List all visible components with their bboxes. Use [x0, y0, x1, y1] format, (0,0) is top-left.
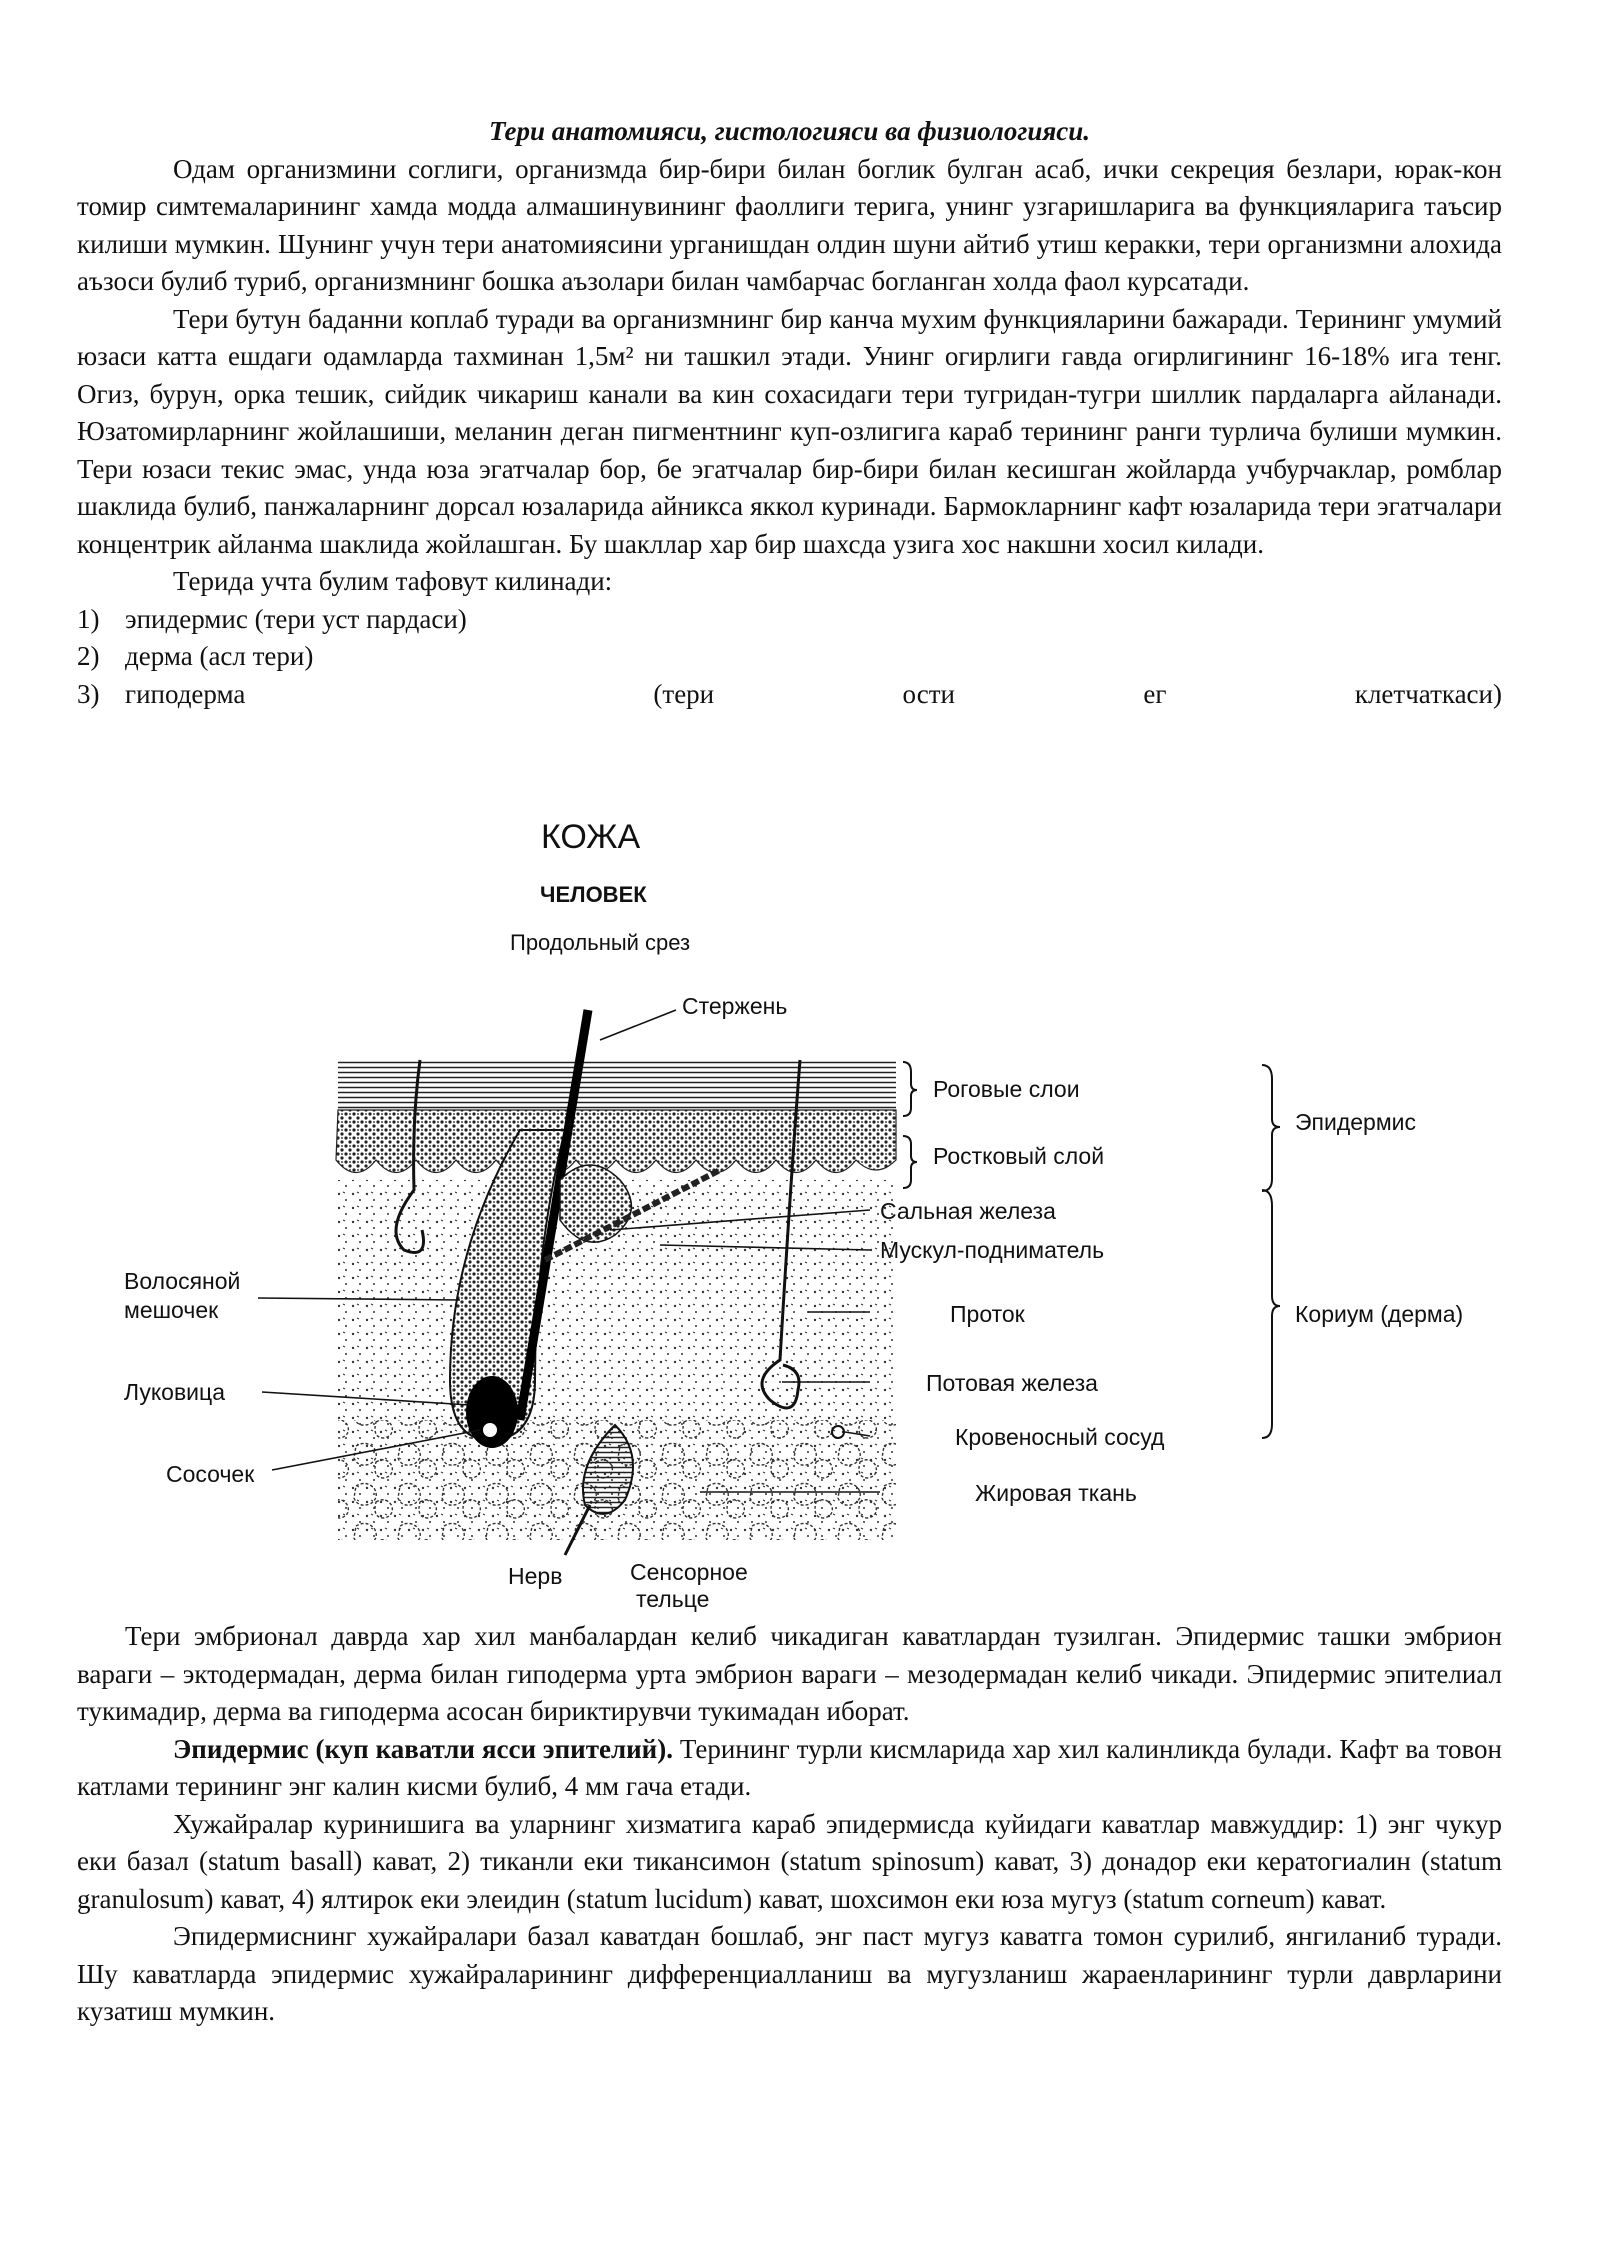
paragraph-bold-lead: Эпидермис (куп каватли ясси эпителий). Терининг турли кисмларида хар хил калинликда булади. Кафт ва товон катлами терининг энг калин кисми булиб, 4 мм гача етади.	[77, 1733, 1502, 1801]
paragraph: Эпидермиснинг хужайралари базал каватдан бошлаб, энг паст мугуз каватга томон сурилиб, янгиланиб туради. Шу каватларда эпидермис хужайраларининг дифференциалланиш ва мугузланиш жараенларининг турли даврларини кузатиш мумкин.	[77, 1921, 1502, 2026]
label-growth: Ростковый слой	[933, 1143, 1105, 1169]
list-item: 2) дерма (асл тери)	[77, 641, 314, 671]
label-follicle-1: Волосяной	[124, 1268, 241, 1294]
label-vessel: Кровеносный сосуд	[955, 1424, 1165, 1450]
document-title: Тери анатомияси, гистологияси ва физиологияси.	[488, 116, 1091, 146]
bold-lead: Эпидермис (куп каватли ясси эпителий).	[173, 1733, 673, 1764]
figure-subtitle: ЧЕЛОВЕК	[540, 882, 647, 907]
label-papilla: Сосочек	[166, 1461, 255, 1487]
label-sweat: Потовая железа	[926, 1370, 1098, 1396]
list-item: 1) эпидермис (тери уст пардаси)	[77, 603, 467, 634]
growth-layer	[336, 1110, 896, 1173]
label-sebaceous: Сальная железа	[880, 1198, 1056, 1224]
label-muscle: Мускул-подниматель	[880, 1237, 1105, 1263]
horny-layer	[338, 1060, 896, 1110]
list-item: 3) гиподерма (тери ости ег клетчаткаси)	[77, 678, 1502, 709]
bottom-text-block	[77, 1618, 1502, 2031]
label-sensory-2: тельце	[636, 1586, 710, 1612]
label-fat: Жировая ткань	[975, 1480, 1137, 1506]
figure-title: КОЖА	[541, 818, 641, 856]
label-sensory-1: Сенсорное	[630, 1559, 748, 1585]
paragraph: Одам организмини соглиги, организмда бир-бири билан боглик булган асаб, ички секреция безлари, юрак-кон томир симтемаларининг хамда модда алмашинувининг фаоллиги терига, унинг узгаришларига ва функцияларига таъсир килиши мумкин. Шунинг учун тери анатомиясини урганишдан олдин шуни айтиб утиш керакки, тери организмни алохида аъзоси булиб туриб, организмнинг бошка аъзолари билан чамбарчас богланган холда фаол курсатади.	[77, 153, 1502, 296]
label-follicle-2: мешочек	[124, 1297, 219, 1323]
paragraph: Терида учта булим тафовут килинади:	[173, 566, 613, 596]
papilla	[482, 1422, 498, 1438]
label-corium: Кориум (дерма)	[1295, 1301, 1464, 1327]
label-duct: Проток	[950, 1301, 1025, 1327]
label-epidermis: Эпидермис	[1295, 1109, 1416, 1135]
label-nerve: Нерв	[508, 1563, 563, 1589]
label-horny: Роговые слои	[933, 1076, 1080, 1102]
paragraph: Тери бутун баданни коплаб туради ва организмнинг бир канча мухим функцияларини бажаради. Терининг умумий юзаси катта ешдаги одамларда тахминан 1,5м² ни ташкил этади. Унинг огирлиги гавда огирлигининг 16-18% ига тенг. Огиз, бурун, орка тешик, сийдик чикариш канали ва кин сохасидаги тери тугридан-тугри шиллик пардаларга айланади. Юзатомирларнинг жойлашиши, меланин деган пигментнинг куп-озлигига караб терининг ранги турлича булиши мумкин. Тери юзаси текис эмас, унда юза эгатчалар бор, бе эгатчалар бир-бири билан кесишган жойларда учбурчаклар, ромблар шаклида булиб, панжаларнинг дорсал юзаларида айникса яккол куринади. Бармокларнинг кафт юзаларида тери эгатчалари концентрик айланма шаклида жойлашган. Бу шакллар хар бир шахсда узига хос накшни хосил килади.	[77, 303, 1502, 559]
paragraph: Хужайралар куринишига ва уларнинг хизматига караб эпидермисда куйидаги каватлар мавжуддир: 1) энг чукур еки базал (statum basall) кават, 2) тиканли еки тикансимон (statum spinosum) кават, 3) донадор еки кератогиалин (statum granulosum) кават, 4) ялтирок еки элеидин (statum lucidum) кават, шохсимон еки юза мугуз (statum corneum) кават.	[77, 1808, 1502, 1914]
paragraph: Тери эмбрионал даврда хар хил манбалардан келиб чикадиган каватлардан тузилган. Эпидермис ташки эмбрион вараги – эктодермадан, дерма билан гиподерма урта эмбрион вараги – мезодермадан келиб чикади. Эпидермис эпителиал тукимадир, дерма ва гиподерма асосан бириктирувчи тукимадан иборат.	[77, 1621, 1502, 1726]
label-bulb: Луковица	[124, 1379, 225, 1405]
figure-caption: Продольный срез	[510, 930, 691, 955]
label-shaft: Стержень	[682, 993, 788, 1019]
